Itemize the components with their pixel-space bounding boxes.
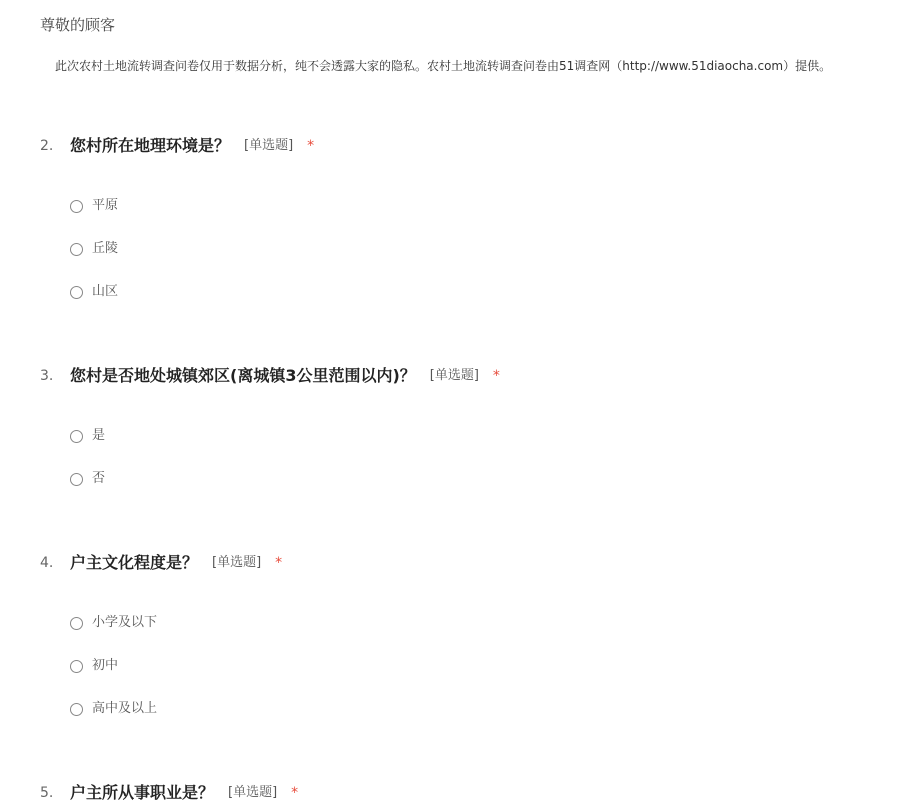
question-type-label: [单选题] xyxy=(429,368,479,383)
option-junior-high[interactable] xyxy=(70,656,157,676)
radio-unchecked-icon[interactable] xyxy=(70,243,83,256)
question-title: 户主文化程度是？ xyxy=(70,553,199,572)
question-header xyxy=(40,134,860,158)
option-label: 平原 xyxy=(92,198,119,213)
option-primary-or-below[interactable] xyxy=(70,613,157,633)
question-type-label: [单选题] xyxy=(212,555,262,570)
option-label: 山区 xyxy=(92,284,119,299)
intro-text: 此次农村土地流转调查问卷仅用于数据分析，纯不会透露大家的隐私。农村土地流转调查问卷由51调查网（http://www.51diaocha.com）提供。 xyxy=(55,59,832,73)
options-list xyxy=(70,196,118,325)
option-label: 是 xyxy=(92,428,106,443)
radio-unchecked-icon[interactable] xyxy=(70,430,83,443)
options-list xyxy=(70,613,157,742)
question-2 xyxy=(40,134,860,299)
radio-unchecked-icon[interactable] xyxy=(70,286,83,299)
option-label: 小学及以下 xyxy=(92,615,158,630)
option-shanqu[interactable] xyxy=(70,282,118,302)
question-header xyxy=(40,781,860,805)
options-list xyxy=(70,426,105,512)
question-number: 5. xyxy=(40,785,54,801)
radio-unchecked-icon[interactable] xyxy=(70,617,83,630)
radio-unchecked-icon[interactable] xyxy=(70,703,83,716)
required-marker: * xyxy=(492,368,500,384)
question-5 xyxy=(40,781,860,805)
option-label: 否 xyxy=(92,471,106,486)
radio-unchecked-icon[interactable] xyxy=(70,660,83,673)
question-number: 4. xyxy=(40,555,54,571)
question-number: 2. xyxy=(40,138,54,154)
radio-unchecked-icon[interactable] xyxy=(70,473,83,486)
required-marker: * xyxy=(291,785,299,801)
greeting-text: 尊敬的顾客 xyxy=(40,16,116,34)
option-label: 初中 xyxy=(92,658,119,673)
required-marker: * xyxy=(275,555,283,571)
question-4 xyxy=(40,551,860,716)
question-title: 您村是否地处城镇郊区(离城镇3公里范围以内)？ xyxy=(70,366,416,385)
question-type-label: [单选题] xyxy=(244,138,294,153)
question-number: 3. xyxy=(40,368,54,384)
question-title: 您村所在地理环境是？ xyxy=(70,136,231,155)
question-header xyxy=(40,551,860,575)
option-label: 高中及以上 xyxy=(92,701,158,716)
option-qiuling[interactable] xyxy=(70,239,118,259)
question-type-label: [单选题] xyxy=(228,785,278,800)
option-senior-high-or-above[interactable] xyxy=(70,699,157,719)
option-no[interactable] xyxy=(70,469,105,489)
question-3 xyxy=(40,364,860,486)
question-title: 户主所从事职业是？ xyxy=(70,783,215,802)
required-marker: * xyxy=(307,138,315,154)
option-pingyuan[interactable] xyxy=(70,196,118,216)
question-header xyxy=(40,364,860,388)
radio-unchecked-icon[interactable] xyxy=(70,200,83,213)
option-yes[interactable] xyxy=(70,426,105,446)
option-label: 丘陵 xyxy=(92,241,119,256)
